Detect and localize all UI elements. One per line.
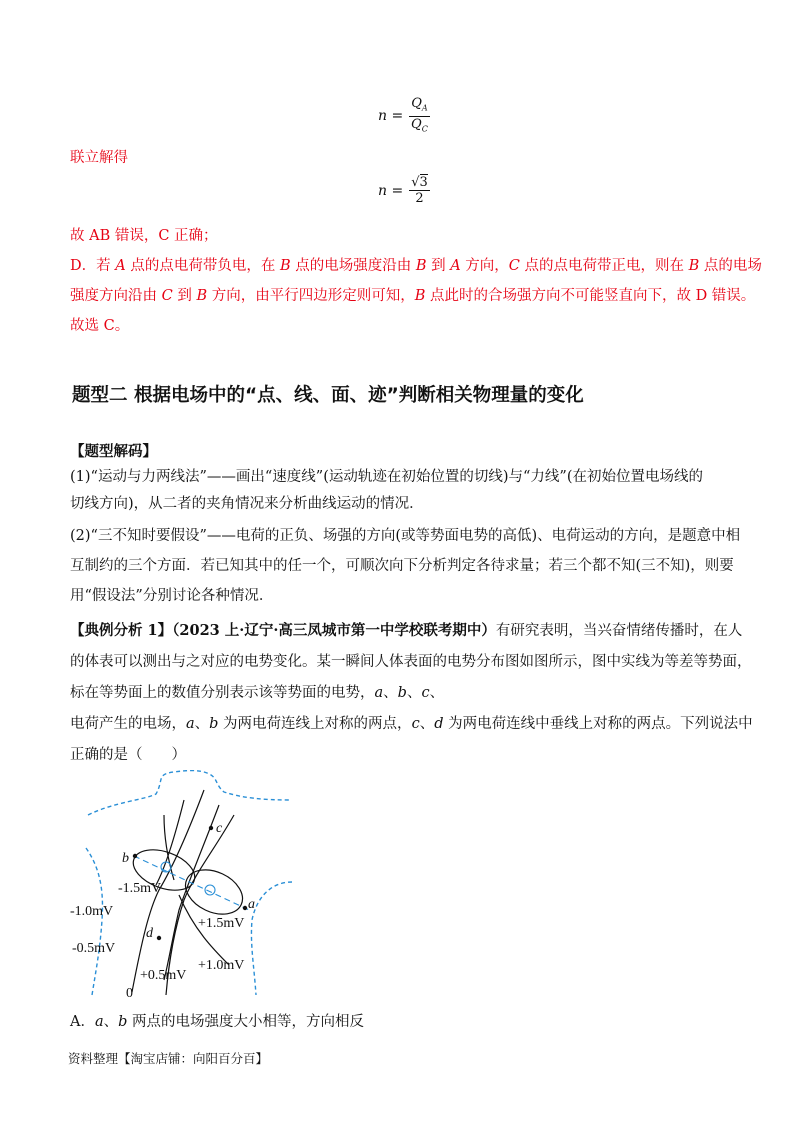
example-line-1: 【典例分析 1】（2023 上·辽宁·高三凤城市第一中学校联考期中）有研究表明，当兴奋情绪传播时，在人	[70, 622, 743, 639]
value-plus-0-5: +0.5mV	[140, 968, 187, 983]
joint-solve-text: 联立解得	[70, 150, 128, 166]
conclusion-ab: 故 AB 错误，C 正确；	[70, 228, 218, 244]
paragraph-2-line-2: 互制约的三个方面．若已知其中的任一个，可顺次向下分析判定各待求量；若三个都不知(三不知)，则要	[70, 558, 734, 574]
example-line-3: 标在等势面上的数值分别表示该等势面的电势，a、b、c、	[70, 685, 445, 701]
example-tag: 【典例分析 1】	[70, 622, 173, 639]
fraction: $\frac{√3}{2}$	[411, 175, 428, 206]
fraction: $\frac{Q_A}{Q_C}$	[411, 96, 428, 134]
label-a: a	[248, 897, 255, 912]
d-paragraph-line-2: 强度方向沿由 C 到 B 方向，由平行四边形定则可知，B 点此时的合场强方向不可能竖直向下，故 D 错误。	[70, 288, 756, 304]
example-source: （2023 上·辽宁·高三凤城市第一中学校联考期中）	[172, 622, 496, 639]
decode-title: 【题型解码】	[70, 443, 157, 460]
example-line-5: 正确的是（ ）	[70, 747, 186, 763]
value-minus-1-5: -1.5mV	[118, 881, 162, 896]
point-d-marker	[157, 936, 161, 940]
paragraph-1-line-2: 切线方向)，从二者的夹角情况来分析曲线运动的情况．	[70, 496, 424, 512]
equation-lhs: n =	[378, 182, 404, 199]
label-d: d	[146, 926, 153, 941]
paragraph-1-line-1: (1)“运动与力两线法”——画出“速度线”(运动轨迹在初始位置的切线)与“力线”(在初始位置电场线的	[70, 469, 703, 485]
point-c-marker	[209, 826, 213, 830]
point-a-marker	[243, 906, 247, 910]
value-minus-1-0: -1.0mV	[70, 904, 114, 919]
paragraph-2-line-3: 用“假设法”分别讨论各种情况．	[70, 588, 274, 604]
example-line-2: 的体表可以测出与之对应的电势变化。某一瞬间人体表面的电势分布图如图所示，图中实线为等差等势面，	[70, 654, 752, 670]
figure-labels	[70, 821, 255, 1001]
value-minus-0-5: -0.5mV	[72, 941, 116, 956]
label-b: b	[122, 851, 129, 866]
answer-c: 故选 C。	[70, 318, 130, 334]
section-title: 题型二 根据电场中的“点、线、面、迹”判断相关物理量的变化	[72, 385, 584, 406]
footer-source: 资料整理【淘宝店铺：向阳百分百】	[68, 1051, 269, 1066]
d-paragraph-line-1: D．若 A 点的点电荷带负电，在 B 点的电场强度沿由 B 到 A 方向，C 点的点电荷带正电，则在 B 点的电场	[70, 258, 762, 274]
equation-n-ratio	[378, 96, 430, 136]
potential-distribution-figure	[64, 770, 304, 1005]
equation-lhs: n =	[378, 108, 404, 125]
value-plus-1-0: +1.0mV	[198, 958, 245, 973]
value-zero: 0	[126, 986, 133, 1001]
point-b-marker	[133, 854, 137, 858]
equation-n-sqrt	[378, 175, 430, 206]
label-c: c	[216, 821, 223, 836]
paragraph-2-line-1: (2)“三不知时要假设”——电荷的正负、场强的方向(或等势面电势的高低)、电荷运动的方向，是题意中相	[70, 528, 741, 544]
example-line-4: 电荷产生的电场，a、b 为两电荷连线上对称的两点，c、d 为两电荷连线中垂线上对称的两点。下列说法中	[70, 716, 753, 732]
value-plus-1-5: +1.5mV	[198, 916, 245, 931]
option-a: A．a、b 两点的电场强度大小相等，方向相反	[70, 1014, 365, 1030]
